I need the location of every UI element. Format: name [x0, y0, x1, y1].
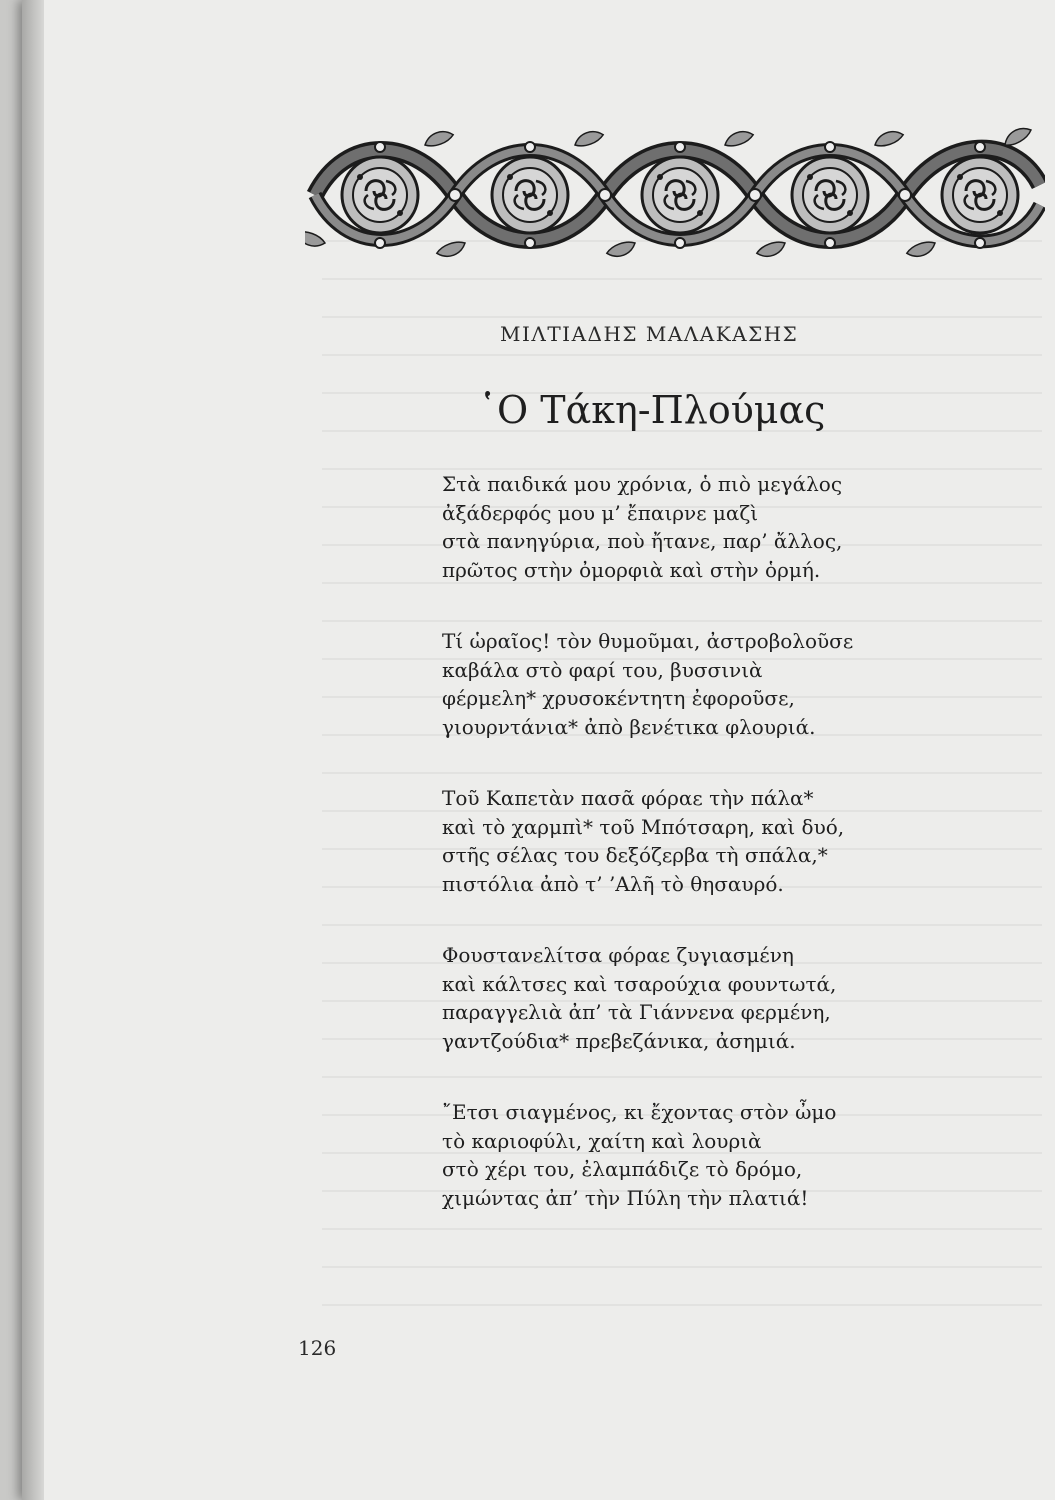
poem-line: στὸ χέρι του, ἐλαμπάδιζε τὸ δρόμο, — [442, 1157, 803, 1181]
stanza — [442, 941, 1002, 1055]
poem-line: γιουρντάνια* ἀπὸ βενέτικα φλουριά. — [442, 714, 816, 739]
page-number: 126 — [298, 1336, 337, 1360]
poem-line: ἀξάδερφός μου μ’ ἔπαιρνε μαζὶ — [442, 500, 759, 525]
poem-author: ΜΙΛΤΙΑΔΗΣ ΜΑΛΑΚΑΣΗΣ — [500, 322, 799, 346]
poem-line: φέρμελη* χρυσοκέντητη ἐφοροῦσε, — [442, 686, 795, 710]
poem-line: Φουστανελίτσα φόραε ζυγιασμένη — [442, 943, 794, 967]
book-page — [22, 0, 1055, 1500]
stanza — [442, 1098, 1002, 1212]
stanza — [442, 470, 1002, 584]
floral-headpiece-ornament — [305, 125, 1045, 265]
poem-line: Στὰ παιδικά μου χρόνια, ὁ πιὸ μεγάλος — [442, 472, 843, 496]
poem-line: ῎Ετσι σιαγμένος, κι ἔχοντας στὸν ὦμο — [442, 1100, 837, 1124]
poem-line: πρῶτος στὴν ὀμορφιὰ καὶ στὴν ὁρμή. — [442, 557, 821, 582]
poem-line: Τί ὡραῖος! τὸν θυμοῦμαι, ἀστροβολοῦσε — [442, 629, 854, 653]
poem-title: ῾Ο Τάκη-Πλούμας — [478, 388, 826, 432]
poem-line: στῆς σέλας του δεξόζερβα τὴ σπάλα,* — [442, 843, 828, 867]
poem-line: γαντζούδια* πρεβεζάνικα, ἀσημιά. — [442, 1028, 796, 1053]
poem-line: πιστόλια ἀπὸ τ’ ’Αλῆ τὸ θησαυρό. — [442, 871, 784, 896]
stanza — [442, 784, 1002, 898]
poem-line: Τοῦ Καπετὰν πασᾶ φόραε τὴν πάλα* — [442, 786, 814, 810]
poem-line: τὸ καριοφύλι, χαίτη καὶ λουριὰ — [442, 1128, 762, 1153]
poem-line: παραγγελιὰ ἀπ’ τὰ Γιάννενα φερμένη, — [442, 1000, 831, 1024]
poem-line: καὶ κάλτσες καὶ τσαρούχια φουντωτά, — [442, 971, 837, 996]
poem-line: χιμώντας ἀπ’ τὴν Πύλη τὴν πλατιά! — [442, 1185, 809, 1210]
poem-line: καβάλα στὸ φαρί του, βυσσινιὰ — [442, 657, 763, 682]
poem-line: στὰ πανηγύρια, ποὺ ἤτανε, παρ’ ἄλλος, — [442, 529, 843, 553]
poem-line: καὶ τὸ χαρμπὶ* τοῦ Μπότσαρη, καὶ δυό, — [442, 814, 845, 839]
stanza — [442, 627, 1002, 741]
poem-body — [442, 470, 1002, 1255]
page-edge-shadow — [22, 0, 44, 1500]
